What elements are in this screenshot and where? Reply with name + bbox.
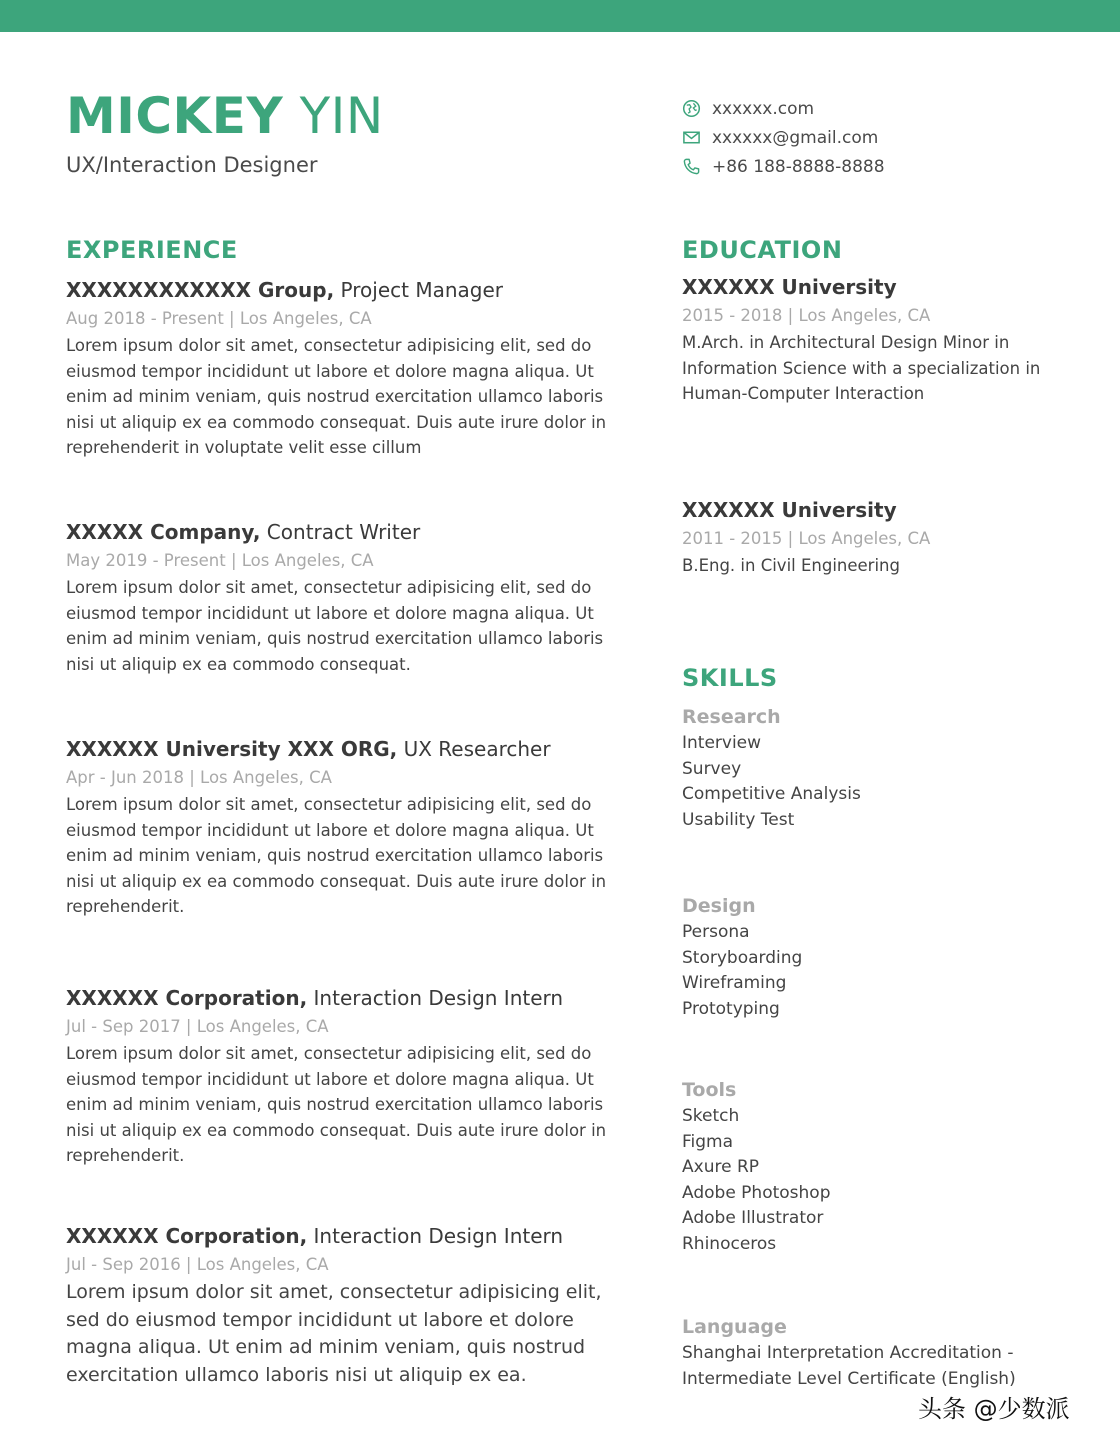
skill-item: Adobe Photoshop bbox=[682, 1182, 831, 1203]
job-title bbox=[66, 734, 626, 764]
job-role: UX Researcher bbox=[397, 737, 551, 761]
job-title bbox=[66, 275, 626, 305]
skill-group-research bbox=[682, 703, 1102, 833]
experience-section bbox=[66, 232, 626, 1386]
job-meta: Jul - Sep 2017 | Los Angeles, CA bbox=[66, 1017, 329, 1036]
job-org: XXXXXX Corporation, bbox=[66, 1224, 308, 1248]
mail-icon bbox=[682, 128, 712, 148]
skill-item: Persona bbox=[682, 922, 750, 942]
contact-website[interactable] bbox=[682, 94, 1102, 123]
skill-item: Adobe Illustrator bbox=[682, 1208, 824, 1229]
first-name: MICKEY bbox=[66, 87, 284, 145]
job-meta: May 2019 - Present | Los Angeles, CA bbox=[66, 551, 374, 570]
job-org: XXXXXXXXXXXX Group, bbox=[66, 278, 335, 302]
skill-item: Intermediate Level Certificate (English) bbox=[682, 1368, 1016, 1389]
skill-item: Shanghai Interpretation Accreditation - bbox=[682, 1343, 1014, 1363]
phone-icon bbox=[682, 157, 712, 177]
job-org: XXXXX Company, bbox=[66, 520, 261, 544]
job-org: XXXXXX University XXX ORG, bbox=[66, 737, 398, 761]
school-detail: B.Eng. in Civil Engineering bbox=[682, 556, 900, 575]
job-title bbox=[66, 517, 626, 547]
candidate-name bbox=[66, 86, 384, 146]
job-role: Interaction Design Intern bbox=[307, 1224, 564, 1248]
skill-item: Storyboarding bbox=[682, 947, 803, 968]
school-name: XXXXXX University bbox=[682, 275, 897, 299]
watermark: 头条 @少数派 bbox=[918, 1395, 1070, 1423]
sidebar-column bbox=[682, 232, 1102, 1389]
contact-info bbox=[682, 94, 1102, 181]
top-accent-bar bbox=[0, 0, 1120, 32]
job-description: Lorem ipsum dolor sit amet, consectetur adipisicing elit, sed do eiusmod tempor incididunt ut labore et dolore magna aliqua. Ut enim ad minim veniam, quis nostrud exercitation ullamco laboris nisi ut aliquip ex ea commodo consequat. Duis aute irure dolor in reprehenderit. bbox=[66, 1044, 607, 1165]
job-role: Project Manager bbox=[334, 278, 503, 302]
education-entry bbox=[682, 272, 1102, 407]
job-entry bbox=[66, 1221, 626, 1389]
globe-icon bbox=[682, 99, 712, 119]
skill-item: Figma bbox=[682, 1131, 734, 1152]
skill-item: Sketch bbox=[682, 1106, 740, 1126]
education-title: EDUCATION bbox=[682, 236, 843, 264]
skill-group-name: Language bbox=[682, 1316, 787, 1338]
school-name: XXXXXX University bbox=[682, 498, 897, 522]
job-org: XXXXXX Corporation, bbox=[66, 986, 308, 1010]
job-entry bbox=[66, 275, 626, 461]
skill-item: Wireframing bbox=[682, 973, 787, 994]
contact-email[interactable] bbox=[682, 123, 1102, 152]
skill-group-name: Research bbox=[682, 706, 781, 728]
job-description: Lorem ipsum dolor sit amet, consectetur adipisicing elit, sed do eiusmod tempor incididunt ut labore et dolore magna aliqua. Ut enim ad minim veniam, quis nostrud exercitation ullamco laboris nisi ut aliquip ex ea commodo consequat. Duis aute irure dolor in reprehenderit in voluptate velit esse cillum bbox=[66, 336, 607, 457]
skill-item: Survey bbox=[682, 758, 742, 779]
education-entry bbox=[682, 495, 1102, 579]
job-description: Lorem ipsum dolor sit amet, consectetur adipisicing elit, sed do eiusmod tempor incididunt ut labore et dolore magna aliqua. Ut enim ad minim veniam, quis nostrud exercitation ullamco laboris nisi ut aliquip ex ea. bbox=[66, 1281, 602, 1386]
job-role: Contract Writer bbox=[260, 520, 421, 544]
skills-title: SKILLS bbox=[682, 664, 778, 692]
website-text: xxxxxx.com bbox=[712, 98, 815, 119]
skill-group-language bbox=[682, 1313, 1102, 1392]
skill-group-name: Tools bbox=[682, 1079, 737, 1101]
job-title bbox=[66, 1221, 626, 1251]
job-description: Lorem ipsum dolor sit amet, consectetur adipisicing elit, sed do eiusmod tempor incididunt ut labore et dolore magna aliqua. Ut enim ad minim veniam, quis nostrud exercitation ullamco laboris nisi ut aliquip ex ea commodo consequat. bbox=[66, 578, 604, 674]
job-entry bbox=[66, 517, 626, 677]
job-title bbox=[66, 983, 626, 1013]
school-meta: 2011 - 2015 | Los Angeles, CA bbox=[682, 529, 931, 548]
job-entry bbox=[66, 734, 626, 920]
skill-item: Interview bbox=[682, 733, 762, 753]
skill-group-design bbox=[682, 892, 1102, 1022]
skill-item: Usability Test bbox=[682, 809, 795, 830]
job-role: UX/Interaction Designer bbox=[66, 153, 318, 177]
experience-title: EXPERIENCE bbox=[66, 236, 238, 264]
skill-item: Axure RP bbox=[682, 1157, 760, 1178]
school-detail: M.Arch. in Architectural Design Minor in Information Science with a specialization in Human-Computer Interaction bbox=[682, 333, 1041, 403]
job-role: Interaction Design Intern bbox=[307, 986, 564, 1010]
skill-group-tools bbox=[682, 1076, 1102, 1258]
skill-item: Rhinoceros bbox=[682, 1233, 777, 1254]
phone-text: +86 188-8888-8888 bbox=[712, 156, 885, 177]
school-meta: 2015 - 2018 | Los Angeles, CA bbox=[682, 306, 931, 325]
skill-item: Prototyping bbox=[682, 998, 780, 1019]
job-meta: Aug 2018 - Present | Los Angeles, CA bbox=[66, 309, 372, 328]
job-description: Lorem ipsum dolor sit amet, consectetur adipisicing elit, sed do eiusmod tempor incididunt ut labore et dolore magna aliqua. Ut enim ad minim veniam, quis nostrud exercitation ullamco laboris nisi ut aliquip ex ea commodo consequat. Duis aute irure dolor in reprehenderit. bbox=[66, 795, 607, 916]
email-text: xxxxxx@gmail.com bbox=[712, 127, 879, 148]
job-meta: Jul - Sep 2016 | Los Angeles, CA bbox=[66, 1255, 329, 1274]
last-name: YIN bbox=[299, 87, 384, 145]
contact-phone[interactable] bbox=[682, 152, 1102, 181]
job-meta: Apr - Jun 2018 | Los Angeles, CA bbox=[66, 768, 332, 787]
job-entry bbox=[66, 983, 626, 1169]
skill-item: Competitive Analysis bbox=[682, 784, 861, 805]
skill-group-name: Design bbox=[682, 895, 756, 917]
